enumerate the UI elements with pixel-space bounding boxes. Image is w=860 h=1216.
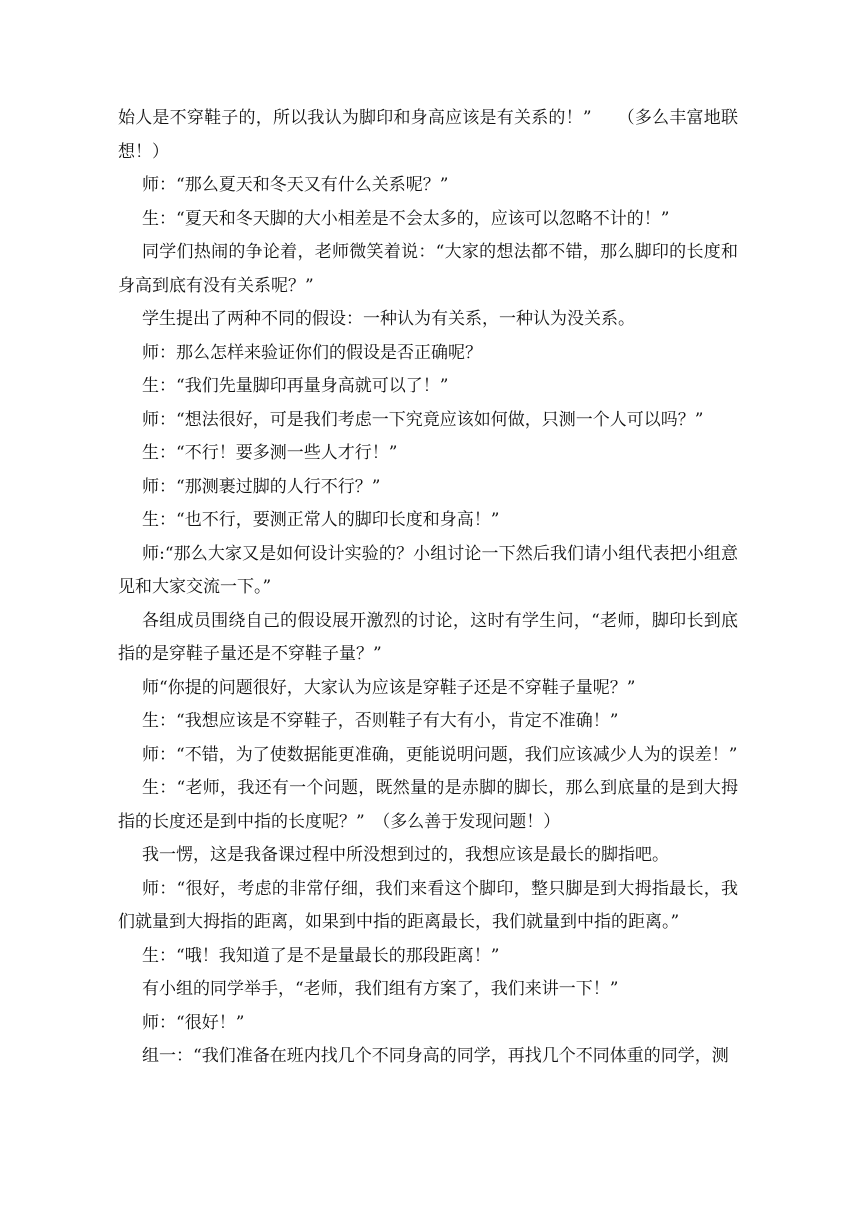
paragraph: 生：“不行！要多测一些人才行！” <box>142 443 398 463</box>
paragraph: 各组成员围绕自己的假设展开激烈的讨论，这时有学生问，“老师，脚印长到底指的是穿鞋子量还是不穿鞋子量？” <box>118 610 738 664</box>
paragraph: 生：“我们先量脚印再量身高就可以了！” <box>142 376 449 396</box>
paragraph: 师：“想法很好，可是我们考虑一下究竟应该如何做，只测一个人可以吗？” <box>142 409 704 430</box>
document-body <box>118 102 738 1074</box>
paragraph: 师：那么怎样来验证你们的假设是否正确呢？ <box>142 342 482 363</box>
paragraph: 生：“我想应该是不穿鞋子，否则鞋子有大有小，肯定不准确！” <box>142 711 619 731</box>
paragraph: 我一愣，这是我备课过程中所没想到过的，我想应该是最长的脚指吧。 <box>142 845 669 865</box>
paragraph: 学生提出了两种不同的假设：一种认为有关系，一种认为没关系。 <box>142 309 635 329</box>
paragraph: 组一：“我们准备在班内找几个不同身高的同学，再找几个不同体重的同学，测 <box>142 1046 729 1066</box>
paragraph: 师：“很好！” <box>142 1012 245 1033</box>
paragraph: 师:“那么大家又是如何设计实验的？小组讨论一下然后我们请小组代表把小组意见和大家交流一下。” <box>118 543 738 597</box>
paragraph: 同学们热闹的争论着，老师微笑着说：“大家的想法都不错，那么脚印的长度和身高到底有没有关系呢？” <box>118 242 738 296</box>
paragraph: 师：“那么夏天和冬天又有什么关系呢？” <box>142 175 449 195</box>
paragraph: 生：“夏天和冬天脚的大小相差是不会太多的，应该可以忽略不计的！” <box>142 208 670 229</box>
paragraph: 始人是不穿鞋子的，所以我认为脚印和身高应该是有关系的！” （多么丰富地联想！） <box>118 108 738 162</box>
paragraph: 生：“哦！我知道了是不是量最长的那段距离！” <box>142 945 500 966</box>
paragraph: 生：“老师，我还有一个问题，既然量的是赤脚的脚长，那么到底量的是到大拇指的长度还是到中指的长度呢？” （多么善于发现问题！） <box>118 778 738 832</box>
paragraph: 有小组的同学举手，“老师，我们组有方案了，我们来讲一下！” <box>142 979 619 999</box>
paragraph: 生：“也不行，要测正常人的脚印长度和身高！” <box>142 510 500 530</box>
paragraph: 师：“很好，考虑的非常仔细，我们来看这个脚印，整只脚是到大拇指最长，我们就量到大拇指的距离，如果到中指的距离最长，我们就量到中指的距离。” <box>118 878 738 932</box>
paragraph: 师：“不错，为了使数据能更准确，更能说明问题，我们应该减少人为的误差！” <box>142 744 738 765</box>
paragraph: 师：“那测裹过脚的人行不行？” <box>142 476 381 497</box>
paragraph: 师“你提的问题很好，大家认为应该是穿鞋子还是不穿鞋子量呢？” <box>142 677 636 698</box>
